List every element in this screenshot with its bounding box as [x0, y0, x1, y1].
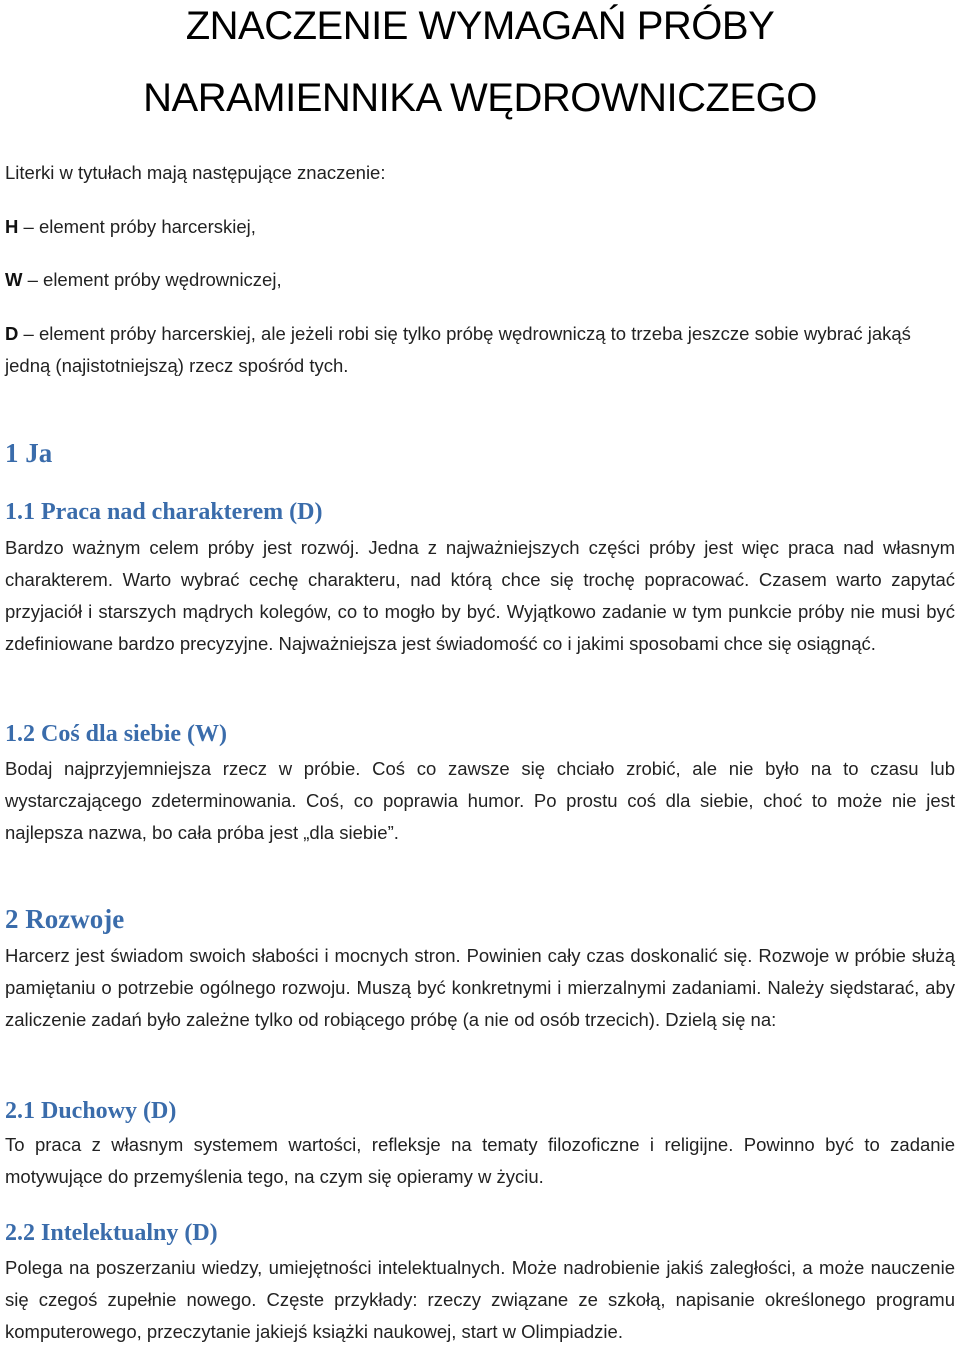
section-1-1-heading: 1.1 Praca nad charakterem (D) — [5, 499, 323, 525]
legend-intro: Literki w tytułach mają następujące znaczenie: — [5, 162, 386, 183]
legend-h-key: H — [5, 216, 19, 237]
legend-h-line — [5, 211, 955, 243]
legend-d-line — [5, 318, 955, 382]
legend-w-line — [5, 264, 955, 296]
section-1-heading: 1 Ja — [5, 438, 53, 468]
legend-w-text: – element próby wędrowniczej, — [22, 269, 282, 290]
document-title-line-1: ZNACZENIE WYMAGAŃ PRÓBY — [185, 4, 775, 48]
legend-d-key: D — [5, 323, 19, 344]
legend-w-key: W — [5, 269, 23, 290]
section-2-2-heading: 2.2 Intelektualny (D) — [5, 1220, 218, 1246]
section-1-2-heading: 1.2 Coś dla siebie (W) — [5, 721, 227, 747]
section-1-1-text: Bardzo ważnym celem próby jest rozwój. Jedna z najważniejszych części próby jest więc praca nad własnym charakterem. Warto wybrać cechę charakteru, nad którą chce się trochę popracować. Czasem warto zapytać przyjaciół i starszych mądrych kolegów, co to mogło by być. Wyjątkowo zadanie w tym punkcie próby nie musi być zdefiniowane bardzo precyzyjne. Najważniejsza jest świadomość co i jakimi sposobami chce się osiągnąć. — [5, 537, 955, 654]
section-2-heading: 2 Rozwoje — [5, 904, 125, 934]
section-2-2-text: Polega na poszerzaniu wiedzy, umiejętności intelektualnych. Może nadrobienie jakiś zaległości, a może nauczenie się czegoś zupełnie nowego. Częste przykłady: rzeczy związane ze szkołą, napisanie określonego programu komputerowego, przeczytanie jakiejś książki naukowej, start w Olimpiadzie. — [5, 1257, 955, 1342]
section-2-text: Harcerz jest świadom swoich słabości i mocnych stron. Powinien cały czas doskonalić się. Rozwoje w próbie służą pamiętaniu o potrzebie ogólnego rozwoju. Muszą być konkretnymi i mierzalnymi zadaniami. Należy siędstarać, aby zaliczenie zadań było zależne tylko od robiącego próbę (a nie od osób trzecich). Dzielą się na: — [5, 945, 955, 1030]
section-1-2-text: Bodaj najprzyjemniejsza rzecz w próbie. Coś co zawsze się chciało zrobić, ale nie było na to czasu lub wystarczającego zdeterminowania. Coś, co poprawia humor. Po prostu coś dla siebie, choć to może nie jest najlepsza nazwa, bo cała próba jest „dla siebie”. — [5, 758, 955, 843]
legend-h-text: – element próby harcerskiej, — [18, 216, 256, 237]
legend-d-text: – element próby harcerskiej, ale jeżeli robi się tylko próbę wędrowniczą to trzeba jeszcze sobie wybrać jakąś jedną (najistotniejszą) rzecz spośród tych. — [5, 323, 911, 376]
document-title-line-2: NARAMIENNIKA WĘDROWNICZEGO — [143, 76, 817, 120]
section-2-1-text: To praca z własnym systemem wartości, refleksje na tematy filozoficzne i religijne. Powinno być to zadanie motywujące do przemyślenia tego, na czym się opieramy w życiu. — [5, 1134, 955, 1187]
section-2-1-heading: 2.1 Duchowy (D) — [5, 1098, 177, 1124]
